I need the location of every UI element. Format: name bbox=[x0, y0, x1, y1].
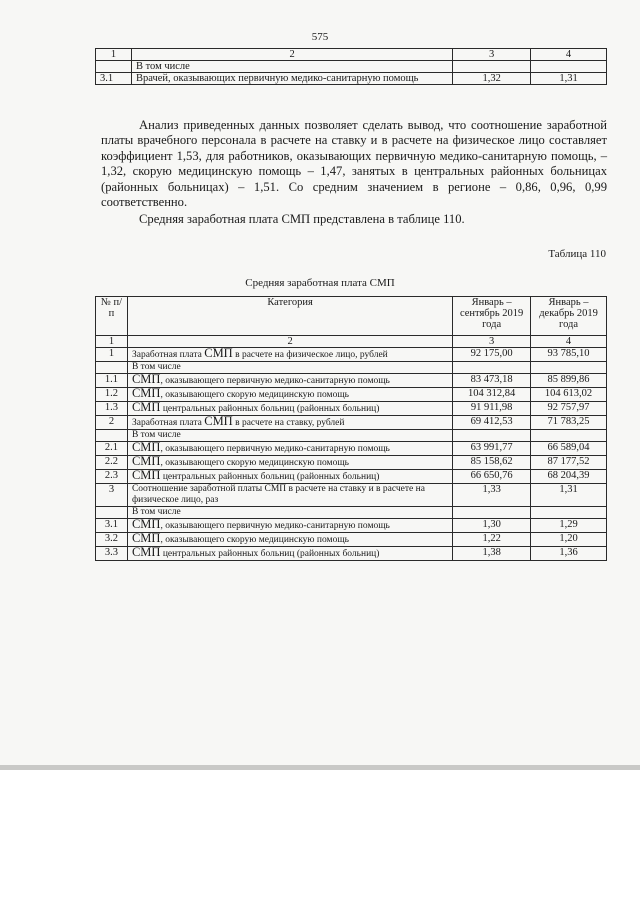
row-category bbox=[127, 470, 452, 484]
category-text: , оказывающего первичную медико-санитарную помощь bbox=[160, 376, 390, 386]
row-number: 1 bbox=[96, 348, 128, 362]
row-value-2 bbox=[531, 430, 607, 442]
row-number bbox=[96, 430, 128, 442]
row-value-2 bbox=[531, 507, 607, 519]
row-value-2: 1,20 bbox=[531, 533, 607, 547]
table-header-row bbox=[96, 297, 607, 336]
row-category bbox=[127, 348, 452, 362]
col-index-2: 2 bbox=[131, 49, 452, 61]
row-category bbox=[127, 374, 452, 388]
table-row bbox=[96, 73, 607, 85]
row-value-1 bbox=[453, 430, 531, 442]
row-number: 1.2 bbox=[96, 388, 128, 402]
table-row bbox=[96, 430, 607, 442]
category-text: Соотношение заработной платы СМП в расчете на ставку и в расчете на физическое лицо, раз bbox=[131, 484, 425, 505]
row-number: 3.3 bbox=[96, 547, 128, 561]
category-text: В том числе bbox=[131, 362, 181, 372]
row-value-2 bbox=[531, 362, 607, 374]
table-row bbox=[96, 388, 607, 402]
header-jan-dec: Январь – декабрь 2019 года bbox=[531, 297, 607, 336]
table-title: Средняя заработная плата СМП bbox=[245, 277, 395, 289]
table-index-row bbox=[96, 336, 607, 348]
continued-table bbox=[95, 48, 607, 85]
row-value-1: 1,22 bbox=[453, 533, 531, 547]
row-number: 3.2 bbox=[96, 533, 128, 547]
row-value-2: 1,29 bbox=[531, 519, 607, 533]
col-index-1: 1 bbox=[96, 49, 132, 61]
table-row bbox=[96, 402, 607, 416]
header-category: Категория bbox=[127, 297, 452, 336]
table-label: Таблица 110 bbox=[548, 248, 606, 260]
row-value-2: 87 177,52 bbox=[531, 456, 607, 470]
row-number bbox=[96, 507, 128, 519]
salary-table bbox=[95, 296, 607, 561]
col-index-3: 3 bbox=[453, 336, 531, 348]
category-text: центральных районных больниц (районных больниц) bbox=[160, 472, 380, 482]
table-row bbox=[96, 456, 607, 470]
category-abbr: СМП bbox=[131, 386, 161, 400]
row-value-2: 93 785,10 bbox=[531, 348, 607, 362]
row-value-1: 1,32 bbox=[453, 73, 531, 85]
page-edge bbox=[0, 765, 640, 770]
row-category bbox=[127, 547, 452, 561]
category-text: , оказывающего первичную медико-санитарную помощь bbox=[160, 444, 390, 454]
row-value-1: 1,38 bbox=[453, 547, 531, 561]
category-text: в расчете на физическое лицо, рублей bbox=[232, 350, 388, 360]
row-value-2: 71 783,25 bbox=[531, 416, 607, 430]
table-row bbox=[96, 362, 607, 374]
row-value-2: 92 757,97 bbox=[531, 402, 607, 416]
row-category bbox=[127, 430, 452, 442]
category-text: центральных районных больниц (районных больниц) bbox=[160, 549, 380, 559]
table-row bbox=[96, 519, 607, 533]
table-row bbox=[96, 507, 607, 519]
category-abbr: СМП bbox=[131, 517, 161, 531]
page-number: 575 bbox=[311, 31, 329, 43]
category-abbr: СМП bbox=[131, 372, 161, 386]
col-index-4: 4 bbox=[531, 49, 607, 61]
row-value-1: 92 175,00 bbox=[453, 348, 531, 362]
category-prefix: Заработная плата bbox=[131, 418, 202, 428]
category-text: , оказывающего скорую медицинскую помощь bbox=[160, 535, 349, 545]
category-text: центральных районных больниц (районных больниц) bbox=[160, 404, 380, 414]
row-category: Врачей, оказывающих первичную медико-санитарную помощь bbox=[131, 73, 452, 85]
category-text: , оказывающего скорую медицинскую помощь bbox=[160, 458, 349, 468]
table-row bbox=[96, 61, 607, 73]
row-value-2: 1,31 bbox=[531, 484, 607, 507]
row-value-2: 1,31 bbox=[531, 73, 607, 85]
col-index-4: 4 bbox=[531, 336, 607, 348]
table-header-row bbox=[96, 49, 607, 61]
table-row bbox=[96, 442, 607, 456]
table-row bbox=[96, 374, 607, 388]
row-number: 2.3 bbox=[96, 470, 128, 484]
row-value-1: 63 991,77 bbox=[453, 442, 531, 456]
analysis-text bbox=[101, 118, 607, 228]
col-index-1: 1 bbox=[96, 336, 128, 348]
row-category bbox=[127, 519, 452, 533]
row-value-2 bbox=[531, 61, 607, 73]
category-text: в расчете на ставку, рублей bbox=[232, 418, 345, 428]
row-value-2: 66 589,04 bbox=[531, 442, 607, 456]
table-row bbox=[96, 416, 607, 430]
row-number: 1.3 bbox=[96, 402, 128, 416]
row-category bbox=[127, 456, 452, 470]
row-number bbox=[96, 362, 128, 374]
paragraph-analysis: Анализ приведенных данных позволяет сделать вывод, что соотношение заработной платы врачебного персонала в расчете на ставку и в расчете на физическое лицо составляет коэффициент 1,53, для работников, оказывающих первичную медико-санитарную помощь, – 1,32, скорую медицинскую помощь – 1,47, занятых в центральных районных больницах (районных больницах) – 1,51. Со средним значением в регионе – 0,86, 0,96, 0,99 соответственно. bbox=[101, 118, 607, 210]
row-value-1: 83 473,18 bbox=[453, 374, 531, 388]
row-category bbox=[127, 362, 452, 374]
row-value-2: 85 899,86 bbox=[531, 374, 607, 388]
table-row bbox=[96, 484, 607, 507]
row-category bbox=[127, 416, 452, 430]
row-value-1: 85 158,62 bbox=[453, 456, 531, 470]
row-value-1: 69 412,53 bbox=[453, 416, 531, 430]
row-category bbox=[127, 402, 452, 416]
category-text: , оказывающего первичную медико-санитарную помощь bbox=[160, 521, 390, 531]
row-value-1: 1,30 bbox=[453, 519, 531, 533]
category-abbr: СМП bbox=[131, 531, 161, 545]
row-number: 2 bbox=[96, 416, 128, 430]
row-number: 3 bbox=[96, 484, 128, 507]
table-row bbox=[96, 348, 607, 362]
table-row bbox=[96, 547, 607, 561]
category-abbr: СМП bbox=[131, 400, 161, 414]
row-value-1 bbox=[453, 362, 531, 374]
header-number: № п/п bbox=[96, 297, 128, 336]
row-value-2: 68 204,39 bbox=[531, 470, 607, 484]
row-category bbox=[127, 388, 452, 402]
category-abbr: СМП bbox=[131, 440, 161, 454]
category-abbr: СМП bbox=[131, 545, 161, 559]
header-jan-sep: Январь – сентябрь 2019 года bbox=[453, 297, 531, 336]
category-abbr: СМП bbox=[204, 414, 233, 428]
row-value-2: 1,36 bbox=[531, 547, 607, 561]
row-number bbox=[96, 61, 132, 73]
category-text: В том числе bbox=[131, 507, 181, 517]
row-category bbox=[127, 484, 452, 507]
row-value-1: 91 911,98 bbox=[453, 402, 531, 416]
row-category bbox=[127, 533, 452, 547]
row-value-1 bbox=[453, 61, 531, 73]
row-value-1: 66 650,76 bbox=[453, 470, 531, 484]
category-abbr: СМП bbox=[131, 468, 161, 482]
row-category bbox=[127, 507, 452, 519]
row-value-1: 104 312,84 bbox=[453, 388, 531, 402]
row-number: 3.1 bbox=[96, 519, 128, 533]
row-value-1: 1,33 bbox=[453, 484, 531, 507]
paragraph-reference: Средняя заработная плата СМП представлена в таблице 110. bbox=[139, 212, 465, 227]
table-row bbox=[96, 470, 607, 484]
category-abbr: СМП bbox=[131, 454, 161, 468]
row-number: 2.2 bbox=[96, 456, 128, 470]
category-text: , оказывающего скорую медицинскую помощь bbox=[160, 390, 349, 400]
row-value-1 bbox=[453, 507, 531, 519]
row-number: 2.1 bbox=[96, 442, 128, 456]
row-number: 1.1 bbox=[96, 374, 128, 388]
row-value-2: 104 613,02 bbox=[531, 388, 607, 402]
row-category: В том числе bbox=[131, 61, 452, 73]
row-number: 3.1 bbox=[96, 73, 132, 85]
table-row bbox=[96, 533, 607, 547]
col-index-3: 3 bbox=[453, 49, 531, 61]
col-index-2: 2 bbox=[127, 336, 452, 348]
category-text: В том числе bbox=[131, 430, 181, 440]
row-category bbox=[127, 442, 452, 456]
category-prefix: Заработная плата bbox=[131, 350, 202, 360]
category-abbr: СМП bbox=[204, 346, 233, 360]
